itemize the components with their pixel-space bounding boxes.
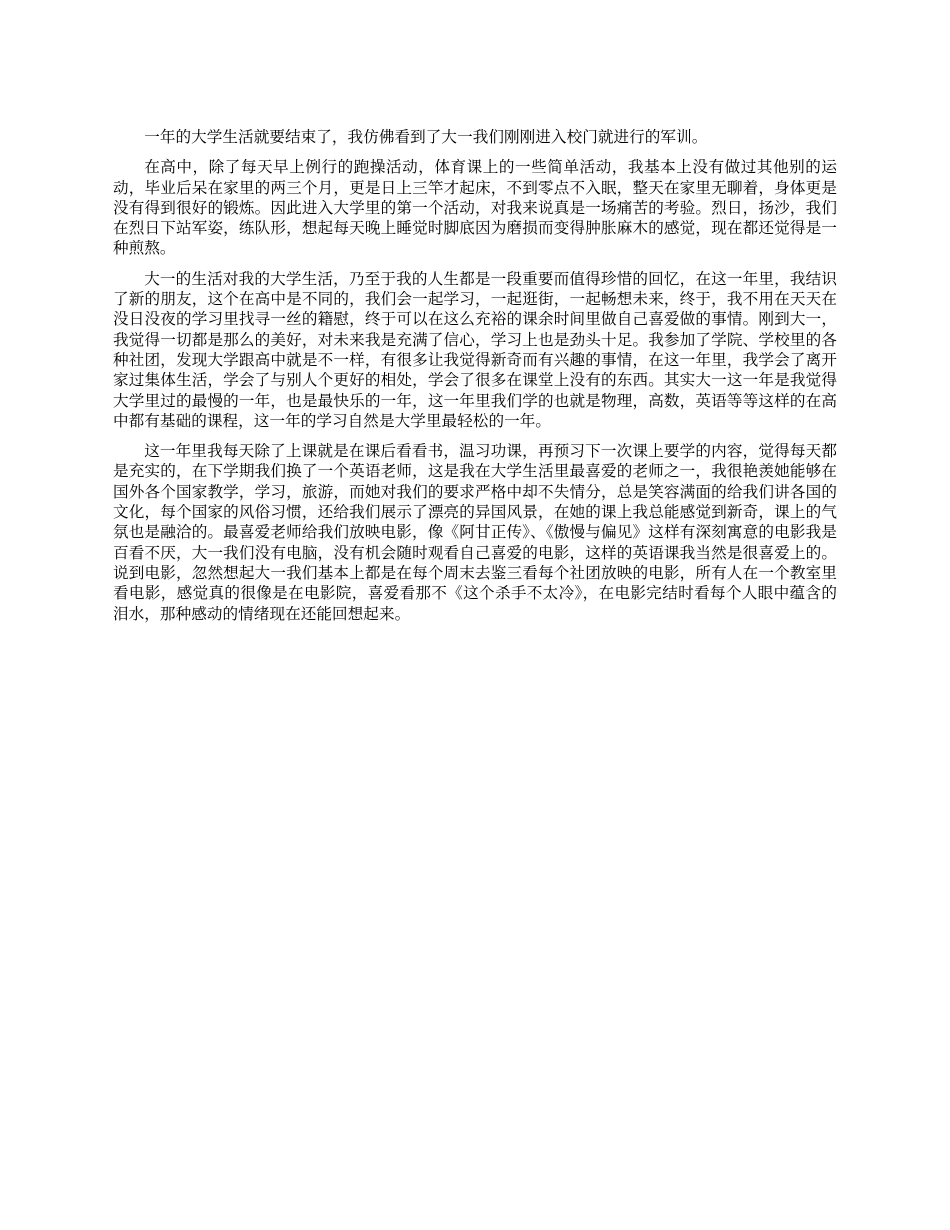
paragraph-1: 一年的大学生活就要结束了，我仿佛看到了大一我们刚刚进入校门就进行的军训。 bbox=[144, 128, 708, 146]
document-body bbox=[113, 127, 837, 634]
paragraph-3: 大一的生活对我的大学生活，乃至于我的人生都是一段重要而值得珍惜的回忆，在这一年里，我结识了新的朋友，这个在高中是不同的，我们会一起学习，一起逛街，一起畅想未来，终于，我不用在天天在没日没夜的学习里找寻一丝的籍慰，终于可以在这么充裕的课余时间里做自己喜爱做的事情。刚到大一，我觉得一切都是那么的美好，对未来我是充满了信心，学习上也是劲头十足。我参加了学院、学校里的各种社团，发现大学跟高中就是不一样，有很多让我觉得新奇而有兴趣的事情，在这一年里，我学会了离开家过集体生活，学会了与别人个更好的相处，学会了很多在课堂上没有的东西。其实大一这一年是我觉得大学里过的最慢的一年，也是最快乐的一年，这一年里我们学的也就是物理，高数，英语等等这样的在高中都有基础的课程，这一年的学习自然是大学里最轻松的一年。 bbox=[113, 269, 837, 430]
paragraph-2: 在高中，除了每天早上例行的跑操活动，体育课上的一些简单活动，我基本上没有做过其他别的运动，毕业后呆在家里的两三个月，更是日上三竿才起床，不到零点不入眠，整天在家里无聊着，身体更是没有得到很好的锻炼。因此进入大学里的第一个活动，对我来说真是一场痛苦的考验。烈日，扬沙，我们在烈日下站军姿，练队形，想起每天晚上睡觉时脚底因为磨损而变得肿胀麻木的感觉，现在都还觉得是一种煎熬。 bbox=[113, 158, 837, 258]
paragraph-4: 这一年里我每天除了上课就是在课后看看书，温习功课，再预习下一次课上要学的内容，觉得每天都是充实的，在下学期我们换了一个英语老师，这是我在大学生活里最喜爱的老师之一，我很艳羡她能够在国外各个国家教学，学习，旅游，而她对我们的要求严格中却不失情分，总是笑容满面的给我们讲各国的文化，每个国家的风俗习惯，还给我们展示了漂亮的异国风景，在她的课上我总能感觉到新奇，课上的气氛也是融洽的。最喜爱老师给我们放映电影，像《阿甘正传》、《傲慢与偏见》这样有深刻寓意的电影我是百看不厌，大一我们没有电脑，没有机会随时观看自己喜爱的电影，这样的英语课我当然是很喜爱上的。说到电影，忽然想起大一我们基本上都是在每个周末去鉴三看每个社团放映的电影，所有人在一个教室里看电影，感觉真的很像是在电影院，喜爱看那不《这个杀手不太冷》，在电影完结时看每个人眼中蕴含的泪水，那种感动的情绪现在还能回想起来。 bbox=[113, 442, 837, 623]
